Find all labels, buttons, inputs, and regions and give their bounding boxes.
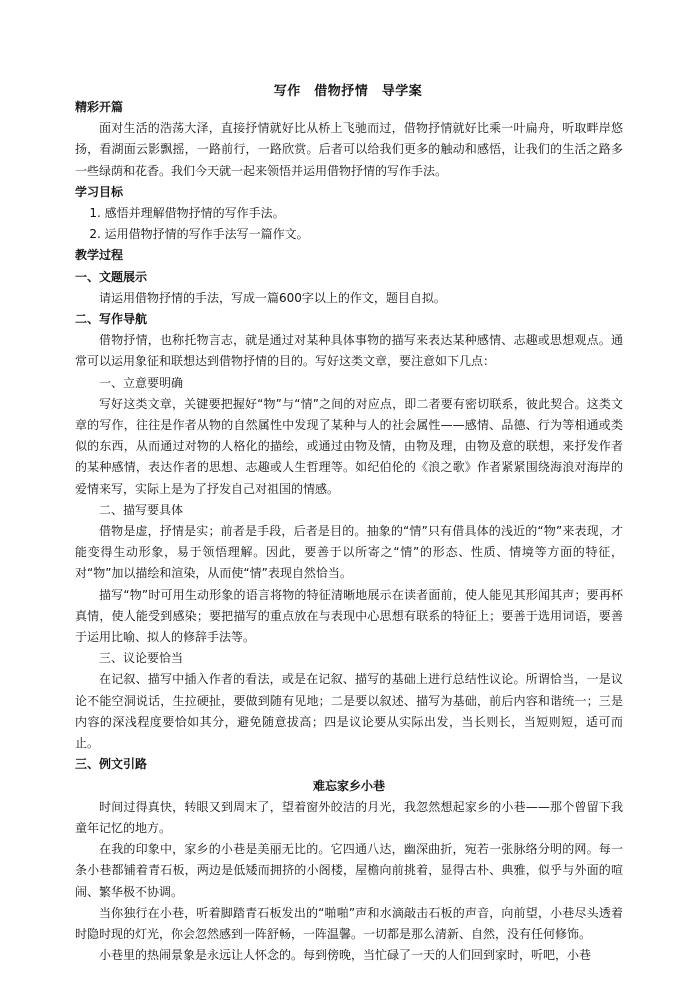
point1-heading: 一、立意要明确	[99, 375, 184, 390]
intro-heading: 精彩开篇	[75, 100, 124, 114]
section3-heading: 三、例文引路	[75, 757, 148, 772]
essay-paragraph: 小巷里的热闹景象是永远让人怀念的。每到傍晚，当忙碌了一天的人们回到家时，听吧，小巷	[99, 948, 592, 963]
point1-text: 写好这类文章，关键要把握好“物”与“情”之间的对应点，即二者要有密切联系，彼此契合。这类文章的写作，往往是作者从物的自然属性中发现了某种与人的社会属性——感情、品德、行为等相通或类似的东西，从而通过对物的人格化的描绘，或通过由物及情，由物及理，由物及意的联想，来抒发作者的某种感情，表达作者的思想、志趣或人生哲理等。如纪伯伦的《浪之歌》作者紧紧围绕海浪对海岸的爱情来写，实际上是为了抒发自己对祖国的情感。	[75, 396, 623, 496]
essay-paragraph: 时间过得真快，转眼又到周末了，望着窗外皎洁的月光，我忽然想起家乡的小巷——那个曾留下我童年记忆的地方。	[75, 799, 623, 835]
section1-heading: 一、文题展示	[75, 269, 148, 284]
point2-text-1: 借物是虚，抒情是实；前者是手段，后者是目的。抽象的“情”只有借具体的浅近的“物”来表现，才能变得生动形象，易于领悟理解。因此，要善于以所寄之“情”的形态、性质、情境等方面的特征，对“物”加以描绘和渲染，从而使“情”表现自然恰当。	[75, 524, 623, 581]
objectives-heading: 学习目标	[75, 184, 124, 199]
essay-paragraph: 当你独行在小巷，听着脚踏青石板发出的“啪啪”声和水滴敲击石板的声音，向前望，小巷尽头透着时隐时现的灯光，你会忽然感到一阵舒畅，一阵温馨。一切都是那么清新、自然，没有任何修饰。	[75, 905, 623, 941]
section2-intro: 借物抒情，也称托物言志，就是通过对某种具体事物的描写来表达某种感情、志趣或思想观点。通常可以运用象征和联想达到借物抒情的目的。写好这类文章，要注意如下几点：	[75, 333, 623, 369]
point3-text: 在记叙、描写中插入作者的看法，或是在记叙、描写的基础上进行总结性议论。所谓恰当，一是议论不能空洞说话，生拉硬扯，要做到随有见地；二是要以叙述、描写为基础，前后内容和谐统一；三是内容的深浅程度要恰如其分，避免随意拔高；四是议论要从实际出发，当长则长，当短则短，适可而止。	[75, 672, 623, 751]
document-title: 写作 借物抒情 导学案	[273, 84, 423, 99]
process-heading: 教学过程	[75, 248, 124, 263]
document-body	[75, 97, 623, 966]
section1-text: 请运用借物抒情的手法，写成一篇600字以上的作文，题目自拟。	[99, 290, 446, 305]
point2-text-2: 描写“物”时可用生动形象的语言将物的特征清晰地展示在读者面前，使人能见其形闻其声；要再杯真情，使人能受到感染；要把描写的重点放在与表现中心思想有联系的特征上；要善于选用词语，要善于运用比喻、拟人的修辞手法等。	[75, 587, 623, 645]
intro-text: 面对生活的浩荡大泽，直接抒情就好比从桥上飞驰而过，借物抒情就好比乘一叶扁舟，听取畔岸悠扬，看湖面云影飘摇，一路前行，一路欣赏。后者可以给我们更多的触动和感悟，让我们的生活之路多一些绿荫和花香。我们今天就一起来领悟并运用借物抒情的写作手法。	[75, 121, 623, 178]
objective-item-2: 2. 运用借物抒情的写作手法写一篇作文。	[89, 227, 309, 242]
essay-title: 难忘家乡小巷	[312, 778, 385, 793]
point2-heading: 二、描写要具体	[99, 502, 184, 517]
section2-heading: 二、写作导航	[75, 312, 148, 327]
point3-heading: 三、议论要恰当	[99, 651, 184, 666]
objective-item-1: 1. 感悟并理解借物抒情的写作手法。	[89, 206, 285, 221]
essay-paragraph: 在我的印象中，家乡的小巷是美丽无比的。它四通八达，幽深曲折，宛若一张脉络分明的网。每一条小巷都铺着青石板，两边是低矮而拥挤的小阁楼，屋檐向前挑着，显得古朴、典雅，似乎与外面的喧闹、繁华极不协调。	[75, 842, 623, 899]
